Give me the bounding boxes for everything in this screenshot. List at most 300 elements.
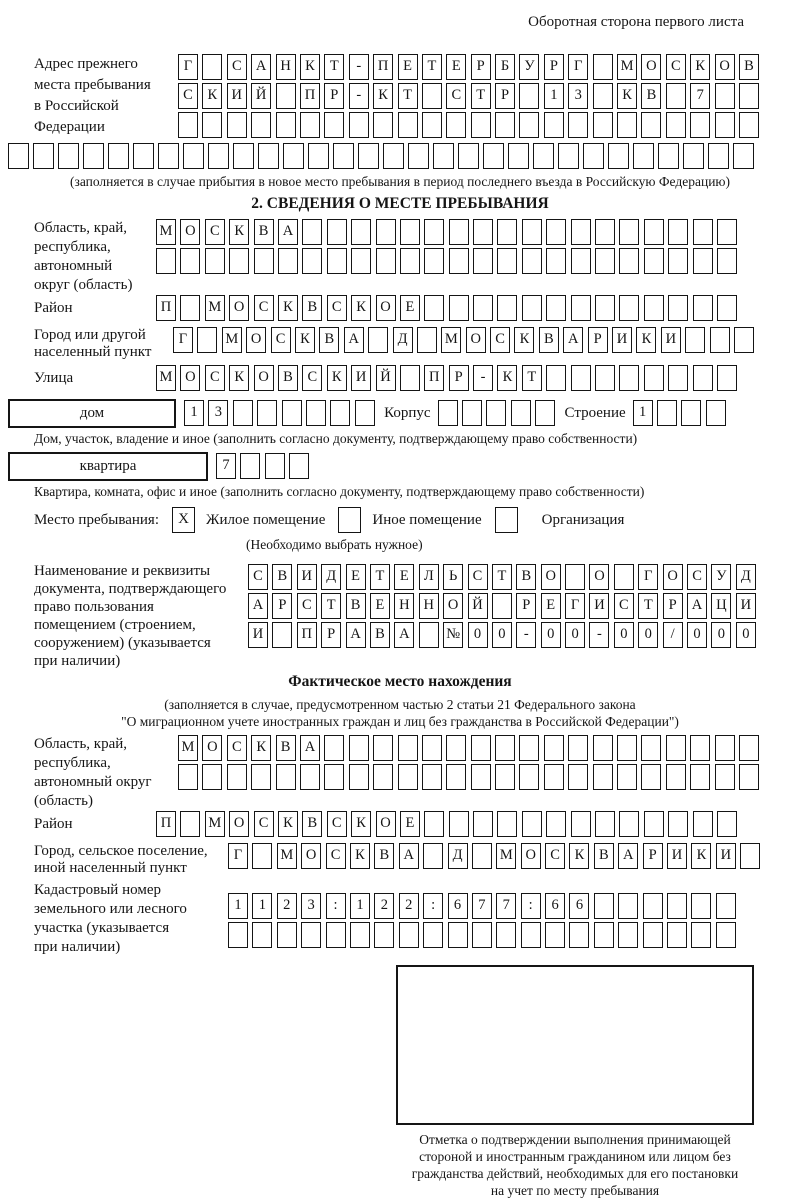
char-box[interactable]: 0 [614,622,634,648]
char-box[interactable]: П [297,622,317,648]
char-box[interactable] [398,112,418,138]
char-box[interactable] [183,143,204,169]
char-box[interactable] [351,219,371,245]
char-box[interactable]: Г [565,593,585,619]
char-box[interactable]: 0 [638,622,658,648]
char-box[interactable] [693,295,713,321]
char-box[interactable] [685,327,705,353]
char-box[interactable] [693,248,713,274]
char-box[interactable] [666,764,686,790]
char-box[interactable] [458,143,479,169]
char-box[interactable] [595,811,615,837]
char-box[interactable] [446,764,466,790]
char-box[interactable] [327,219,347,245]
char-box[interactable]: 0 [565,622,585,648]
char-box[interactable] [497,219,517,245]
char-box[interactable]: 3 [208,400,228,426]
char-box[interactable] [301,922,321,948]
char-box[interactable]: Й [376,365,396,391]
char-box[interactable]: Р [516,593,536,619]
char-box[interactable] [568,764,588,790]
char-box[interactable] [733,143,754,169]
char-box[interactable]: А [346,622,366,648]
char-box[interactable]: К [351,811,371,837]
char-box[interactable]: К [350,843,370,869]
char-box[interactable] [734,327,754,353]
char-box[interactable]: К [690,54,710,80]
char-box[interactable]: 7 [472,893,492,919]
char-box[interactable] [594,922,614,948]
char-box[interactable]: 3 [568,83,588,109]
char-box[interactable] [593,83,613,109]
char-box[interactable] [681,400,701,426]
char-box[interactable]: И [667,843,687,869]
char-box[interactable]: В [516,564,536,590]
char-box[interactable]: Й [251,83,271,109]
char-box[interactable] [8,143,29,169]
char-box[interactable] [717,295,737,321]
char-box[interactable] [400,365,420,391]
char-box[interactable]: С [227,735,247,761]
char-box[interactable] [522,811,542,837]
char-box[interactable] [545,922,565,948]
char-box[interactable]: Д [736,564,756,590]
char-box[interactable]: С [666,54,686,80]
char-box[interactable] [251,112,271,138]
char-box[interactable]: : [423,893,443,919]
char-box[interactable]: В [539,327,559,353]
char-box[interactable] [376,248,396,274]
char-box[interactable]: Д [393,327,413,353]
char-box[interactable] [133,143,154,169]
char-box[interactable]: Д [448,843,468,869]
char-box[interactable]: В [739,54,759,80]
char-box[interactable] [158,143,179,169]
char-box[interactable] [252,922,272,948]
char-box[interactable] [519,112,539,138]
char-box[interactable] [202,112,222,138]
char-box[interactable]: О [180,365,200,391]
char-box[interactable]: Р [663,593,683,619]
char-box[interactable] [422,83,442,109]
char-box[interactable]: Р [449,365,469,391]
char-box[interactable]: С [614,593,634,619]
char-box[interactable]: С [248,564,268,590]
char-box[interactable] [583,143,604,169]
char-box[interactable]: 2 [399,893,419,919]
char-box[interactable] [419,622,439,648]
char-box[interactable] [424,811,444,837]
char-box[interactable] [278,248,298,274]
char-box[interactable] [608,143,629,169]
char-box[interactable]: О [521,843,541,869]
char-box[interactable]: С [327,811,347,837]
char-box[interactable] [544,735,564,761]
char-box[interactable]: 0 [687,622,707,648]
char-box[interactable]: П [424,365,444,391]
char-box[interactable]: А [563,327,583,353]
char-box[interactable]: 6 [448,893,468,919]
char-box[interactable]: К [300,54,320,80]
char-box[interactable] [257,400,277,426]
char-box[interactable]: 0 [468,622,488,648]
char-box[interactable]: / [663,622,683,648]
char-box[interactable] [617,764,637,790]
char-box[interactable] [438,400,458,426]
char-box[interactable] [58,143,79,169]
char-box[interactable] [300,764,320,790]
char-box[interactable] [571,365,591,391]
char-box[interactable]: 7 [496,893,516,919]
char-box[interactable]: О [466,327,486,353]
char-box[interactable] [708,143,729,169]
char-box[interactable] [471,735,491,761]
char-box[interactable] [355,400,375,426]
checkbox-residential-premises[interactable]: X [172,507,195,533]
char-box[interactable] [251,764,271,790]
char-box[interactable] [324,112,344,138]
char-box[interactable] [277,922,297,948]
char-box[interactable] [156,248,176,274]
char-box[interactable]: Т [321,593,341,619]
char-box[interactable]: Е [370,593,390,619]
char-box[interactable] [641,735,661,761]
char-box[interactable] [327,248,347,274]
char-box[interactable] [715,735,735,761]
char-box[interactable]: М [441,327,461,353]
char-box[interactable] [717,365,737,391]
char-box[interactable] [495,764,515,790]
char-box[interactable] [739,83,759,109]
char-box[interactable] [668,811,688,837]
char-box[interactable] [633,143,654,169]
char-box[interactable] [446,735,466,761]
char-box[interactable] [569,922,589,948]
char-box[interactable]: А [687,593,707,619]
char-box[interactable]: М [205,295,225,321]
char-box[interactable] [546,219,566,245]
char-box[interactable] [641,764,661,790]
char-box[interactable] [644,811,664,837]
char-box[interactable]: П [373,54,393,80]
char-box[interactable]: К [497,365,517,391]
char-box[interactable]: О [376,811,396,837]
char-box[interactable]: С [178,83,198,109]
char-box[interactable] [399,922,419,948]
char-box[interactable]: С [327,295,347,321]
char-box[interactable] [519,735,539,761]
char-box[interactable]: 1 [633,400,653,426]
char-box[interactable] [571,248,591,274]
char-box[interactable]: К [295,327,315,353]
char-box[interactable] [424,219,444,245]
char-box[interactable] [522,219,542,245]
char-box[interactable]: - [349,54,369,80]
char-box[interactable] [473,295,493,321]
char-box[interactable] [546,295,566,321]
char-box[interactable] [619,365,639,391]
char-box[interactable]: Е [400,811,420,837]
char-box[interactable]: Г [638,564,658,590]
char-box[interactable]: С [254,811,274,837]
char-box[interactable] [693,365,713,391]
char-box[interactable]: Д [321,564,341,590]
char-box[interactable] [400,248,420,274]
char-box[interactable]: О [180,219,200,245]
char-box[interactable]: К [617,83,637,109]
char-box[interactable] [471,764,491,790]
char-box[interactable] [593,735,613,761]
char-box[interactable] [666,735,686,761]
char-box[interactable] [546,248,566,274]
char-box[interactable] [423,922,443,948]
char-box[interactable] [544,112,564,138]
char-box[interactable] [593,54,613,80]
char-box[interactable]: А [278,219,298,245]
char-box[interactable]: Й [468,593,488,619]
char-box[interactable] [306,400,326,426]
char-box[interactable]: - [516,622,536,648]
char-box[interactable] [398,735,418,761]
char-box[interactable]: И [612,327,632,353]
char-box[interactable]: О [301,843,321,869]
char-box[interactable]: № [443,622,463,648]
char-box[interactable] [492,593,512,619]
char-box[interactable] [666,112,686,138]
char-box[interactable] [571,219,591,245]
char-box[interactable] [205,248,225,274]
char-box[interactable] [373,764,393,790]
char-box[interactable]: Р [643,843,663,869]
char-box[interactable] [233,400,253,426]
char-box[interactable]: С [468,564,488,590]
char-box[interactable]: 7 [216,453,236,479]
char-box[interactable]: 0 [492,622,512,648]
char-box[interactable] [644,365,664,391]
char-box[interactable] [374,922,394,948]
char-box[interactable] [324,764,344,790]
char-box[interactable]: 6 [545,893,565,919]
char-box[interactable] [617,112,637,138]
char-box[interactable] [180,295,200,321]
char-box[interactable] [558,143,579,169]
char-box[interactable] [618,893,638,919]
char-box[interactable] [276,764,296,790]
char-box[interactable]: Е [394,564,414,590]
char-box[interactable]: К [636,327,656,353]
char-box[interactable]: 1 [228,893,248,919]
char-box[interactable]: К [691,843,711,869]
char-box[interactable] [595,219,615,245]
char-box[interactable]: О [229,295,249,321]
char-box[interactable]: Т [422,54,442,80]
char-box[interactable] [710,327,730,353]
char-box[interactable]: К [229,365,249,391]
char-box[interactable] [333,143,354,169]
char-box[interactable]: О [229,811,249,837]
char-box[interactable] [658,143,679,169]
char-box[interactable] [668,248,688,274]
char-box[interactable]: С [297,593,317,619]
char-box[interactable]: М [156,365,176,391]
char-box[interactable] [233,143,254,169]
char-box[interactable]: Р [321,622,341,648]
char-box[interactable] [667,922,687,948]
char-box[interactable] [383,143,404,169]
char-box[interactable] [423,843,443,869]
char-box[interactable]: В [346,593,366,619]
char-box[interactable]: Р [544,54,564,80]
char-box[interactable] [716,922,736,948]
char-box[interactable]: О [246,327,266,353]
char-box[interactable]: К [229,219,249,245]
char-box[interactable] [449,219,469,245]
char-box[interactable] [717,811,737,837]
char-box[interactable] [522,248,542,274]
char-box[interactable] [617,735,637,761]
char-box[interactable]: : [521,893,541,919]
char-box[interactable] [350,922,370,948]
char-box[interactable] [644,295,664,321]
char-box[interactable] [739,112,759,138]
char-box[interactable] [690,735,710,761]
char-box[interactable] [229,248,249,274]
char-box[interactable] [619,295,639,321]
char-box[interactable] [300,112,320,138]
char-box[interactable]: С [326,843,346,869]
char-box[interactable]: 1 [252,893,272,919]
char-box[interactable] [739,764,759,790]
char-box[interactable] [289,453,309,479]
char-box[interactable] [619,219,639,245]
char-box[interactable]: Р [588,327,608,353]
char-box[interactable] [400,219,420,245]
char-box[interactable]: В [302,811,322,837]
char-box[interactable]: М [178,735,198,761]
char-box[interactable]: Н [276,54,296,80]
char-box[interactable] [351,248,371,274]
char-box[interactable] [593,112,613,138]
char-box[interactable] [571,811,591,837]
char-box[interactable] [422,764,442,790]
char-box[interactable]: М [222,327,242,353]
char-box[interactable] [691,893,711,919]
char-box[interactable] [571,295,591,321]
char-box[interactable] [519,83,539,109]
char-box[interactable]: М [277,843,297,869]
char-box[interactable]: Т [492,564,512,590]
char-box[interactable] [228,922,248,948]
char-box[interactable] [276,112,296,138]
char-box[interactable]: В [272,564,292,590]
char-box[interactable]: Н [419,593,439,619]
char-box[interactable]: Р [471,54,491,80]
char-box[interactable] [202,54,222,80]
char-box[interactable]: 0 [541,622,561,648]
char-box[interactable]: Р [495,83,515,109]
char-box[interactable] [594,893,614,919]
char-box[interactable]: К [278,295,298,321]
char-box[interactable]: С [687,564,707,590]
char-box[interactable] [227,112,247,138]
char-box[interactable]: О [202,735,222,761]
char-box[interactable]: Г [228,843,248,869]
char-box[interactable] [373,735,393,761]
char-box[interactable] [668,365,688,391]
char-box[interactable] [693,811,713,837]
char-box[interactable] [717,219,737,245]
char-box[interactable]: 0 [736,622,756,648]
char-box[interactable]: С [205,365,225,391]
char-box[interactable] [641,112,661,138]
char-box[interactable] [657,400,677,426]
char-box[interactable] [473,248,493,274]
char-box[interactable]: П [300,83,320,109]
char-box[interactable]: В [319,327,339,353]
char-box[interactable] [715,764,735,790]
char-box[interactable] [644,248,664,274]
char-box[interactable]: Т [324,54,344,80]
char-box[interactable]: К [251,735,271,761]
char-box[interactable]: С [302,365,322,391]
char-box[interactable] [349,764,369,790]
char-box[interactable]: Т [638,593,658,619]
char-box[interactable]: С [490,327,510,353]
char-box[interactable]: Т [370,564,390,590]
char-box[interactable] [546,365,566,391]
char-box[interactable] [706,400,726,426]
char-box[interactable]: С [271,327,291,353]
char-box[interactable]: М [205,811,225,837]
char-box[interactable] [690,764,710,790]
char-box[interactable]: Г [568,54,588,80]
char-box[interactable]: 0 [711,622,731,648]
char-box[interactable]: Н [394,593,414,619]
char-box[interactable]: В [374,843,394,869]
char-box[interactable]: В [370,622,390,648]
char-box[interactable]: Ц [711,593,731,619]
char-box[interactable]: П [156,295,176,321]
char-box[interactable] [227,764,247,790]
char-box[interactable]: К [514,327,534,353]
checkbox-other-premises[interactable] [338,507,361,533]
char-box[interactable]: Л [419,564,439,590]
char-box[interactable]: К [569,843,589,869]
char-box[interactable]: В [641,83,661,109]
char-box[interactable] [483,143,504,169]
char-box[interactable] [473,219,493,245]
char-box[interactable]: Т [471,83,491,109]
char-box[interactable]: И [661,327,681,353]
char-box[interactable]: К [373,83,393,109]
char-box[interactable]: С [205,219,225,245]
char-box[interactable] [349,735,369,761]
char-box[interactable] [472,843,492,869]
char-box[interactable]: О [541,564,561,590]
char-box[interactable]: С [545,843,565,869]
char-box[interactable]: И [736,593,756,619]
char-box[interactable]: У [711,564,731,590]
char-box[interactable]: : [326,893,346,919]
char-box[interactable]: 1 [350,893,370,919]
char-box[interactable] [497,248,517,274]
char-box[interactable]: Т [522,365,542,391]
char-box[interactable] [330,400,350,426]
char-box[interactable] [619,248,639,274]
char-box[interactable] [472,922,492,948]
char-box[interactable] [422,112,442,138]
char-box[interactable]: А [618,843,638,869]
